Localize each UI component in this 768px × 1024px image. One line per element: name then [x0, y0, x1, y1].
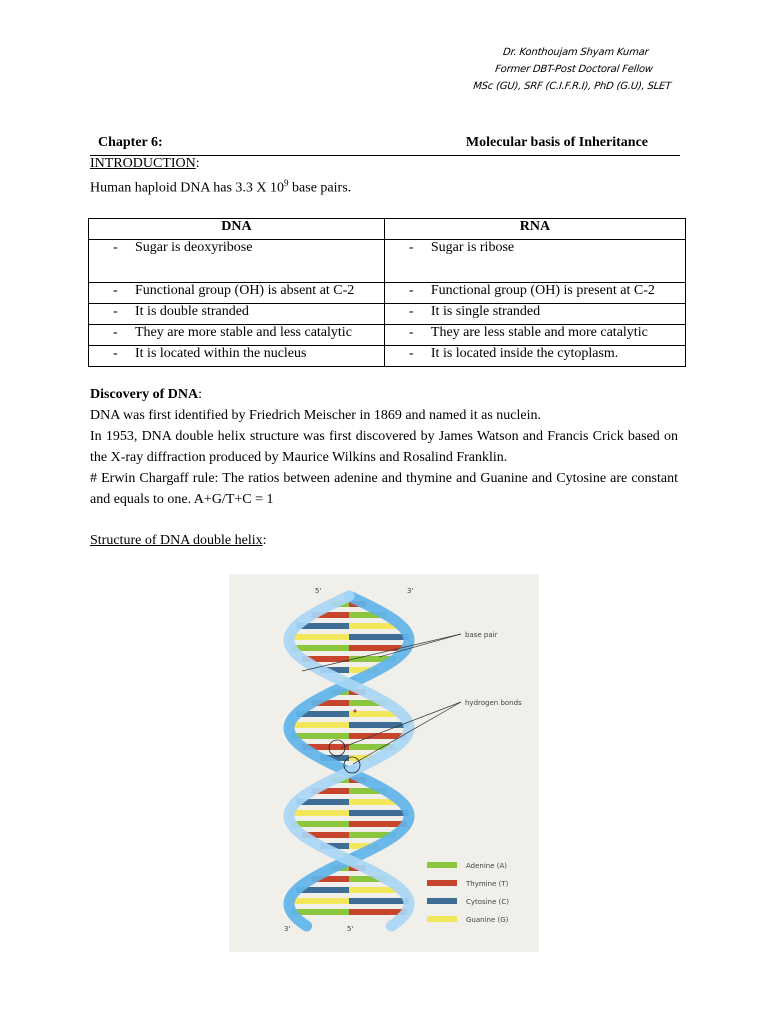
chapter-header	[90, 134, 680, 156]
table-cell	[384, 240, 685, 283]
cell-text: They are less stable and more catalytic	[430, 325, 648, 340]
helix-svg	[229, 574, 539, 952]
bullet-dash: -	[408, 283, 414, 298]
legend-label: Thymine (T)	[466, 880, 509, 888]
dna-rna-comparison-table	[88, 218, 686, 367]
table-row	[89, 346, 686, 367]
bullet-dash: -	[408, 325, 414, 340]
bullet-dash: -	[113, 304, 118, 319]
bullet-dash: -	[113, 325, 118, 340]
legend-swatch	[427, 862, 457, 868]
table-cell	[89, 346, 385, 367]
chapter-title: Molecular basis of Inheritance	[465, 135, 648, 150]
label-3-prime-bottom: 3'	[284, 925, 291, 933]
cell-text: Sugar is ribose	[430, 240, 515, 255]
label-5-prime-bottom: 5'	[347, 925, 354, 933]
author-position: Former DBT-Post Doctoral Fellow	[494, 64, 654, 75]
discovery-section	[90, 384, 678, 510]
table-row	[89, 325, 686, 346]
bullet-dash: -	[408, 240, 414, 255]
table-header-row	[89, 219, 686, 240]
structure-heading-colon: :	[262, 533, 267, 548]
base-half	[289, 898, 349, 904]
table-cell	[384, 283, 685, 304]
cell-text: Functional group (OH) is absent at C-2	[135, 283, 355, 298]
chapter-number: Chapter 6:	[98, 135, 163, 150]
legend-swatch	[427, 916, 457, 922]
header-dna: DNA	[89, 219, 385, 240]
table-row	[89, 240, 686, 283]
bullet-dash: -	[113, 283, 118, 298]
legend-label: Guanine (G)	[466, 916, 509, 924]
legend-swatch	[427, 898, 457, 904]
cell-text: Functional group (OH) is present at C-2	[430, 283, 655, 298]
table-row	[89, 304, 686, 325]
cell-text: It is located inside the cytoplasm.	[430, 346, 619, 361]
introduction-heading-text: INTRODUCTION	[90, 156, 196, 171]
base-half	[289, 810, 349, 816]
author-block	[472, 44, 675, 95]
base-half	[349, 634, 409, 640]
legend-label: Adenine (A)	[466, 862, 508, 870]
base-half	[289, 634, 349, 640]
table-cell	[89, 240, 385, 283]
table-cell	[384, 304, 685, 325]
cell-text: They are more stable and less catalytic	[135, 325, 352, 340]
table-cell	[89, 304, 385, 325]
base-legend	[427, 862, 509, 924]
base-half	[349, 722, 409, 728]
author-degrees: MSc (GU), SRF (C.I.F.R.I), PhD (G.U), SLET	[472, 81, 672, 92]
dot-marker	[354, 710, 357, 713]
callout-hydrogen-bonds: hydrogen bonds	[465, 699, 522, 707]
callout-base-pair: base pair	[465, 631, 498, 639]
table-cell	[89, 325, 385, 346]
label-3-prime-top: 3'	[407, 587, 414, 595]
cell-text: It is double stranded	[135, 304, 249, 319]
introduction-text	[90, 178, 351, 197]
legend-swatch	[427, 880, 457, 886]
legend-label: Cytosine (C)	[466, 898, 509, 906]
discovery-heading-colon: :	[198, 387, 202, 402]
base-half	[289, 722, 349, 728]
cell-text: It is located within the nucleus	[135, 346, 307, 361]
discovery-line-1: DNA was first identified by Friedrich Meischer in 1869 and named it as nuclein.	[90, 408, 542, 423]
author-name: Dr. Konthoujam Shyam Kumar	[502, 47, 650, 58]
label-5-prime-top: 5'	[315, 587, 322, 595]
header-rna: RNA	[384, 219, 685, 240]
bullet-dash: -	[408, 304, 414, 319]
structure-heading-text: Structure of DNA double helix	[90, 533, 263, 548]
chargaff-rule: # Erwin Chargaff rule: The ratios between adenine and thymine and Guanine and Cytosine are constant and equals to one. A+G/T+C = 1	[90, 471, 678, 507]
introduction-heading-colon: :	[195, 156, 200, 171]
intro-text-after: base pairs.	[288, 180, 352, 196]
intro-exponent: 9	[284, 178, 289, 188]
table-row	[89, 283, 686, 304]
cell-text: It is single stranded	[430, 304, 541, 319]
table-cell	[384, 325, 685, 346]
table-cell	[384, 346, 685, 367]
discovery-line-2: In 1953, DNA double helix structure was first discovered by James Watson and Francis Crick based on the X-ray diffraction produced by Maurice Wilkins and Rosalind Franklin.	[90, 429, 678, 465]
base-half	[349, 898, 409, 904]
bullet-dash: -	[113, 240, 118, 255]
discovery-heading-text: Discovery of DNA	[90, 387, 199, 402]
dna-double-helix-diagram	[229, 574, 539, 952]
intro-text-before: Human haploid DNA has 3.3 X 10	[90, 180, 285, 196]
structure-heading	[90, 530, 678, 551]
introduction-heading	[90, 156, 200, 172]
discovery-heading	[90, 384, 678, 405]
cell-text: Sugar is deoxyribose	[135, 240, 253, 255]
bullet-dash: -	[408, 346, 414, 361]
base-half	[349, 810, 409, 816]
table-cell	[89, 283, 385, 304]
bullet-dash: -	[113, 346, 118, 361]
